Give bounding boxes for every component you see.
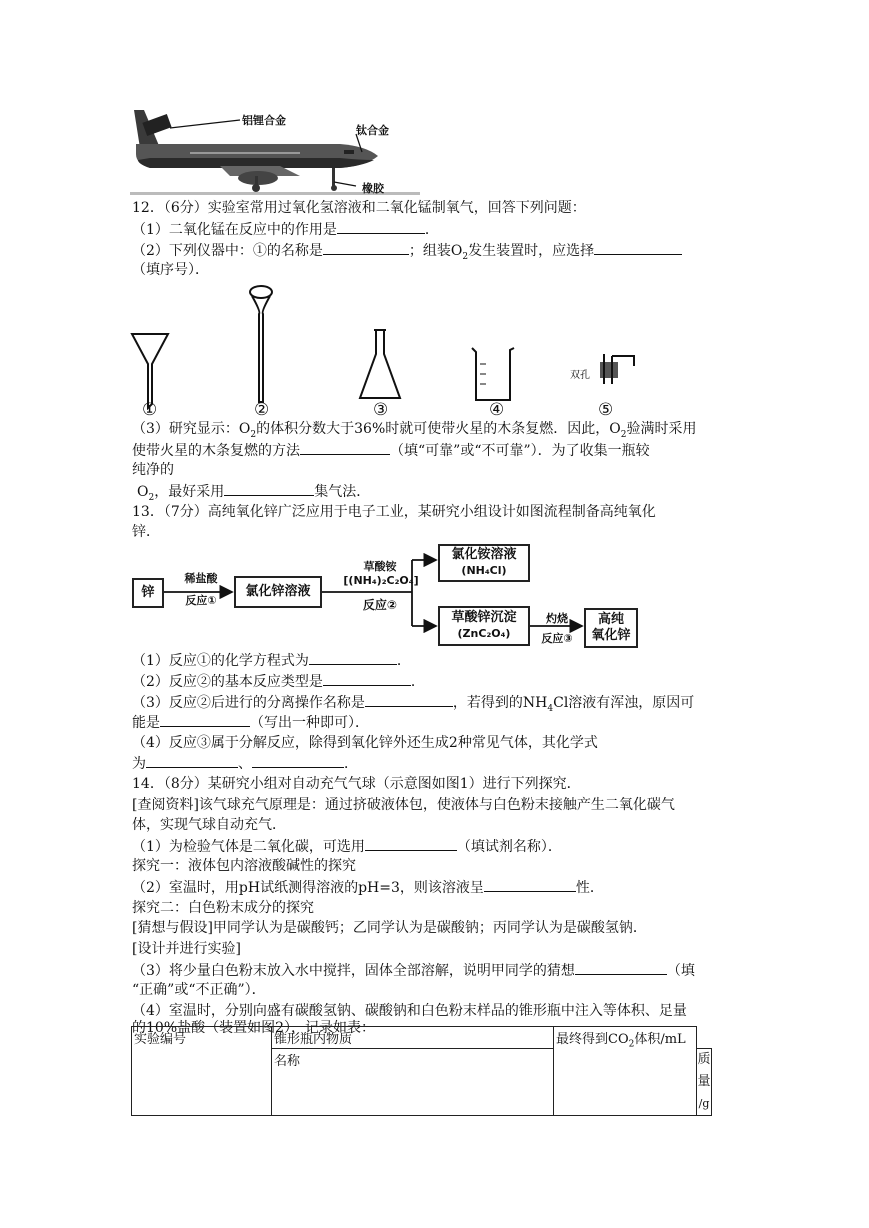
q13-part2	[132, 671, 425, 692]
q13-part4-text-b: 为	[132, 756, 146, 772]
q14-part2	[132, 877, 604, 898]
answer-blank[interactable]	[252, 753, 344, 768]
table-spacer	[697, 1027, 712, 1049]
q14-part3-line2: “正确”或“不正确”）．	[132, 982, 266, 998]
flow-label-reaction3: 反应③	[541, 632, 573, 645]
long-neck-funnel-icon	[246, 284, 276, 410]
subscript: 2	[628, 1039, 635, 1050]
q12-part2-text: （2）下列仪器中：①的名称是	[132, 243, 323, 259]
answer-blank[interactable]	[300, 440, 390, 455]
q14-part3-text: （3）将少量白色粉末放入水中搅拌，固体全部溶解，说明甲同学的猜想	[132, 963, 575, 979]
label-aluminum-alloy: 铝锂合金	[242, 114, 286, 127]
flow-text: 氯化铵溶液	[451, 547, 517, 562]
q13-part4-text-c: 、	[238, 756, 252, 772]
flow-text: (NH₄Cl)	[461, 564, 507, 577]
apparatus-number: ②	[254, 400, 270, 420]
subscript: 2	[250, 429, 257, 440]
q13-part3-text-e: （写出一种即可）．	[250, 715, 369, 731]
q14-part1-text: （1）为检验气体是二氧化碳，可选用	[132, 839, 365, 855]
funnel-icon	[130, 330, 170, 410]
flow-text: 草酸锌沉淀	[451, 610, 517, 625]
table-header-mass	[697, 1049, 712, 1116]
flow-label-acid: 稀盐酸	[184, 572, 218, 585]
answer-blank[interactable]	[575, 960, 667, 975]
q14-stem: 14．（8分）某研究小组对自动充气气球（示意图如图1）进行下列探究．	[132, 776, 581, 792]
flow-box-zinc-oxide	[584, 608, 638, 648]
q13-part3-line2	[132, 712, 369, 733]
flow-label-ammonium-oxalate: 草酸铵	[363, 560, 397, 573]
flow-label-ammonium-oxalate-formula: [(NH₄)₂C₂O₄]	[343, 574, 419, 587]
q12-part3-text-c: 验满时采用	[626, 421, 697, 437]
flow-text: 锌	[141, 585, 155, 600]
subscript: 2	[620, 429, 627, 440]
q14-explore1: 探究一：液体包内溶液酸碱性的探究	[132, 858, 356, 874]
q12-part2-text-b: ；组装O	[408, 243, 463, 259]
q13-part3-text: （3）反应②后进行的分离操作名称是	[132, 695, 365, 711]
q13-part1-end: ．	[396, 653, 411, 669]
table-header-flask-contents: 锥形瓶内物质	[272, 1027, 554, 1049]
beaker-icon	[470, 344, 516, 404]
apparatus-number: ⑤	[598, 400, 614, 420]
flow-box-zinc-oxalate	[438, 606, 530, 646]
label-titanium-alloy: 钛合金	[356, 124, 389, 137]
answer-blank[interactable]	[323, 671, 411, 686]
flow-text: 高纯	[597, 612, 624, 627]
q14-explore2: 探究二：白色粉末成分的探究	[132, 900, 314, 916]
answer-blank[interactable]	[337, 219, 425, 234]
q12-part3-text-g: O	[137, 484, 149, 500]
q12-part3-text-e: （填“可靠”或“不可靠”）．为了收集一瓶较	[390, 443, 650, 459]
q13-stem: 13．（7分）高纯氧化锌广泛应用于电子工业，某研究小组设计如图流程制备高纯氧化	[132, 504, 656, 520]
q12-part3-text-b: 的体积分数大于36%时就可使带火星的木条复燃．因此，O	[256, 421, 621, 437]
answer-blank[interactable]	[224, 481, 314, 496]
flow-text: (ZnC₂O₄)	[457, 627, 511, 640]
q12-part3-text-d: 使带火星的木条复燃的方法	[132, 443, 300, 459]
subscript: 2	[148, 492, 155, 503]
header-text: 最终得到CO	[556, 1032, 629, 1047]
q12-part2-text-c: 发生装置时，应选择	[468, 243, 595, 259]
header-text: 体积/mL	[634, 1032, 686, 1047]
mass-char: 量	[697, 1074, 711, 1089]
q14-part3-text-b: （填	[666, 963, 695, 979]
mass-char: 质	[697, 1052, 711, 1067]
conical-flask-icon	[356, 328, 404, 404]
table-header-experiment-no: 实验编号	[132, 1027, 272, 1116]
q12-part1-end: ．	[424, 222, 439, 238]
flow-box-zinc-chloride	[234, 576, 322, 608]
q14-design: [设计并进行实验]	[132, 941, 241, 957]
q14-part4: （4）室温时，分别向盛有碳酸氢钠、碳酸钠和白色粉末样品的锥形瓶中注入等体积、足量	[132, 1003, 687, 1019]
q14-info-cont: 体，实现气球自动充气．	[132, 817, 286, 833]
answer-blank[interactable]	[594, 240, 682, 255]
q13-part4: （4）反应③属于分解反应，除得到氧化锌外还生成2种常见气体，其化学式	[132, 735, 598, 751]
flow-text: 氧化锌	[591, 628, 631, 643]
label-rubber: 橡胶	[362, 182, 384, 195]
mass-char: /g	[698, 1097, 710, 1110]
q13-part2-end: ．	[410, 674, 425, 690]
table-row	[132, 1027, 712, 1049]
flow-box-zinc	[132, 578, 164, 608]
apparatus-number: ④	[489, 400, 505, 420]
q14-part3	[132, 960, 695, 981]
q12-part3-text-h: ，最好采用	[154, 484, 225, 500]
q14-part1-text-b: （填试剂名称）．	[456, 839, 562, 855]
q12-part3-line2	[132, 440, 650, 461]
double-hole-stopper-icon	[594, 350, 638, 390]
answer-blank[interactable]	[365, 836, 457, 851]
answer-blank[interactable]	[484, 877, 576, 892]
q12-part2	[132, 240, 682, 267]
q12-part3-line3: 纯净的	[132, 462, 174, 478]
apparatus-number: ①	[142, 400, 158, 420]
record-table	[131, 1026, 712, 1116]
subscript: 2	[462, 251, 469, 262]
flow-label-burn: 灼烧	[546, 612, 568, 625]
q13-part4-line2	[132, 753, 358, 774]
q13-part3-text-d: 能是	[132, 715, 160, 731]
stopper-label: 双孔	[570, 370, 590, 381]
q14-hypothesis: [猜想与假设]甲同学认为是碳酸钙；乙同学认为是碳酸钠；丙同学认为是碳酸氢钠．	[132, 920, 647, 936]
q12-stem: 12．（6分）实验室常用过氧化氢溶液和二氧化锰制氧气，回答下列问题：	[132, 200, 586, 216]
q14-info: [查阅资料]该气球充气原理是：通过挤破液体包，使液体与白色粉末接触产生二氧化碳气	[132, 797, 675, 813]
q12-part3-text-i: 集气法．	[314, 484, 371, 500]
answer-blank[interactable]	[365, 692, 453, 707]
table-header-name: 名称	[272, 1049, 554, 1116]
q14-part2-text-b: 性．	[575, 880, 604, 896]
q14-part1	[132, 836, 562, 857]
answer-blank[interactable]	[323, 240, 409, 255]
q13-part1	[132, 650, 411, 671]
q13-stem-cont: 锌．	[132, 524, 160, 540]
answer-blank[interactable]	[160, 712, 250, 727]
flow-label-reaction2: 反应②	[362, 598, 398, 612]
q13-part2-text: （2）反应②的基本反应类型是	[132, 674, 323, 690]
answer-blank[interactable]	[309, 650, 397, 665]
q12-part1-text: （1）二氧化锰在反应中的作用是	[132, 222, 337, 238]
flow-text: 氯化锌溶液	[245, 584, 311, 599]
subscript: 4	[547, 703, 554, 714]
q12-part3-text: （3）研究显示：O	[132, 421, 251, 437]
flow-box-ammonium-chloride	[438, 544, 530, 582]
q14-part4-line2: 的10%盐酸（装置如图2），记录如表：	[132, 1020, 376, 1036]
q13-part3-text-c: Cl溶液有浑浊，原因可	[553, 695, 695, 711]
apparatus-number: ③	[373, 400, 389, 420]
q12-part2-cont: （填序号）．	[132, 262, 209, 278]
q12-part1	[132, 219, 439, 240]
table-header-co2-volume	[554, 1027, 697, 1116]
q13-part4-text-d: ．	[344, 756, 358, 772]
q13-part3-text-b: ，若得到的NH	[452, 695, 548, 711]
q14-part2-text: （2）室温时，用pH试纸测得溶液的pH=3，则该溶液呈	[132, 880, 484, 896]
q13-part1-text: （1）反应①的化学方程式为	[132, 653, 309, 669]
flow-label-reaction1: 反应①	[185, 594, 217, 607]
answer-blank[interactable]	[146, 753, 238, 768]
